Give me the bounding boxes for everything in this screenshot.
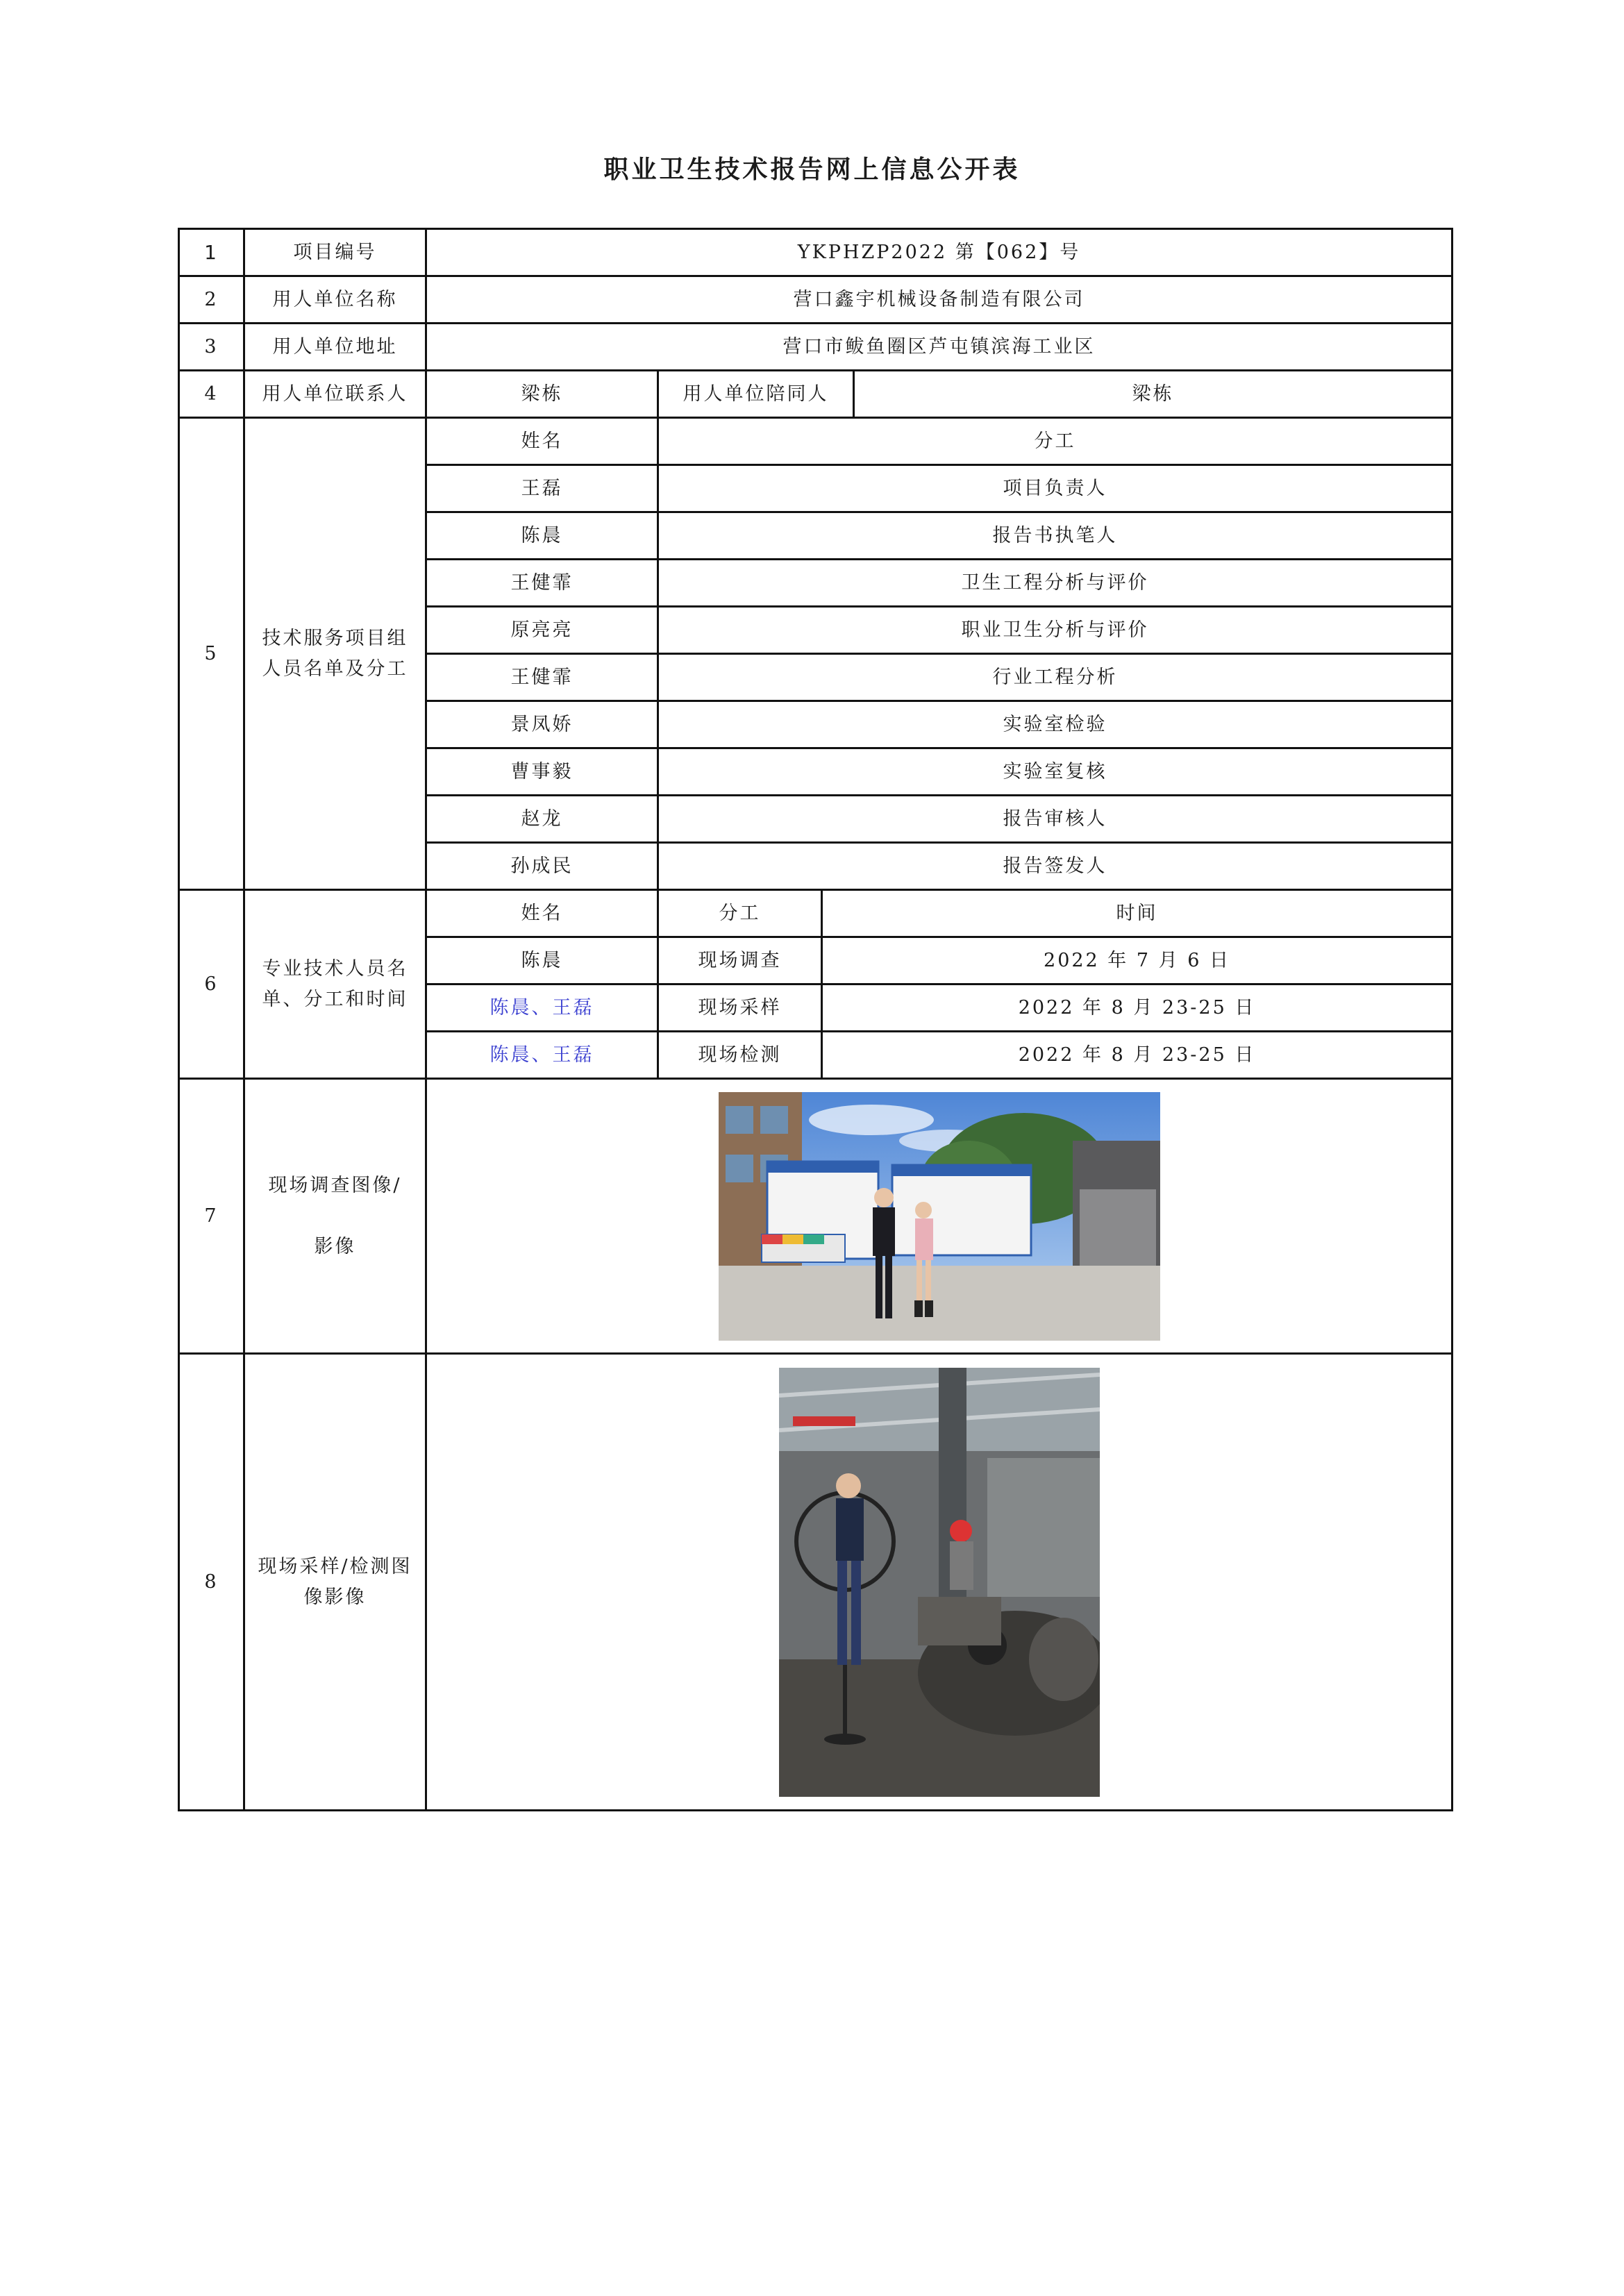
value-company-name: 营口鑫宇机械设备制造有限公司 bbox=[426, 276, 1453, 324]
staff-name: 陈晨 bbox=[426, 937, 658, 984]
sampling-photo-cell bbox=[426, 1354, 1453, 1811]
staff-time: 2022 年 8 月 23-25 日 bbox=[822, 1032, 1453, 1079]
value-project-number: YKPHZP2022 第【062】号 bbox=[426, 229, 1453, 276]
member-name: 陈晨 bbox=[426, 512, 658, 560]
member-role: 实验室检验 bbox=[658, 701, 1453, 748]
team-header-name: 姓名 bbox=[426, 418, 658, 465]
staff-header-role: 分工 bbox=[658, 890, 822, 937]
row-number: 5 bbox=[179, 418, 244, 890]
row-number: 1 bbox=[179, 229, 244, 276]
row-company-address bbox=[179, 324, 1453, 371]
member-name: 王健霏 bbox=[426, 560, 658, 607]
site-survey-photo bbox=[719, 1092, 1160, 1341]
label-survey-line2: 影像 bbox=[314, 1235, 356, 1257]
label-sampling-photo bbox=[244, 1354, 426, 1811]
staff-role: 现场检测 bbox=[658, 1032, 822, 1079]
member-role: 职业卫生分析与评价 bbox=[658, 607, 1453, 654]
label-project-number: 项目编号 bbox=[244, 229, 426, 276]
member-name: 王健霏 bbox=[426, 654, 658, 701]
value-company-address: 营口市鲅鱼圈区芦屯镇滨海工业区 bbox=[426, 324, 1453, 371]
row-survey-photo bbox=[179, 1079, 1453, 1354]
member-name: 景凤娇 bbox=[426, 701, 658, 748]
member-role: 项目负责人 bbox=[658, 465, 1453, 512]
member-name: 王磊 bbox=[426, 465, 658, 512]
member-name: 曹事毅 bbox=[426, 748, 658, 796]
staff-header-name: 姓名 bbox=[426, 890, 658, 937]
label-team bbox=[244, 418, 426, 890]
staff-header-row bbox=[179, 890, 1453, 937]
value-companion: 梁栋 bbox=[854, 371, 1453, 418]
row-number: 6 bbox=[179, 890, 244, 1079]
row-number: 8 bbox=[179, 1354, 244, 1811]
member-role: 报告书执笔人 bbox=[658, 512, 1453, 560]
label-companion: 用人单位陪同人 bbox=[658, 371, 854, 418]
staff-header-time: 时间 bbox=[822, 890, 1453, 937]
member-name: 原亮亮 bbox=[426, 607, 658, 654]
page-title: 职业卫生技术报告网上信息公开表 bbox=[603, 155, 1021, 184]
staff-name: 陈晨、王磊 bbox=[426, 984, 658, 1032]
staff-name: 陈晨、王磊 bbox=[426, 1032, 658, 1079]
disclosure-table bbox=[178, 228, 1453, 1811]
label-survey-line1: 现场调查图像/ bbox=[268, 1174, 402, 1196]
team-header-row bbox=[179, 418, 1453, 465]
row-number: 3 bbox=[179, 324, 244, 371]
label-staff bbox=[244, 890, 426, 1079]
label-company-name: 用人单位名称 bbox=[244, 276, 426, 324]
label-sampling-line2: 像影像 bbox=[303, 1586, 367, 1608]
label-survey-photo bbox=[244, 1079, 426, 1354]
row-sampling-photo bbox=[179, 1354, 1453, 1811]
value-contact: 梁栋 bbox=[426, 371, 658, 418]
staff-role: 现场调查 bbox=[658, 937, 822, 984]
label-team-line1: 技术服务项目组 bbox=[262, 627, 408, 649]
label-company-address: 用人单位地址 bbox=[244, 324, 426, 371]
row-number: 2 bbox=[179, 276, 244, 324]
label-staff-line1: 专业技术人员名 bbox=[262, 957, 408, 980]
member-role: 报告签发人 bbox=[658, 843, 1453, 890]
member-name: 赵龙 bbox=[426, 796, 658, 843]
staff-time: 2022 年 7 月 6 日 bbox=[822, 937, 1453, 984]
member-role: 卫生工程分析与评价 bbox=[658, 560, 1453, 607]
row-company-name bbox=[179, 276, 1453, 324]
label-team-line2: 人员名单及分工 bbox=[262, 657, 408, 680]
row-contact bbox=[179, 371, 1453, 418]
site-sampling-photo bbox=[779, 1368, 1100, 1797]
team-header-role: 分工 bbox=[658, 418, 1453, 465]
label-sampling-line1: 现场采样/检测图 bbox=[258, 1555, 412, 1577]
staff-time: 2022 年 8 月 23-25 日 bbox=[822, 984, 1453, 1032]
staff-role: 现场采样 bbox=[658, 984, 822, 1032]
row-number: 4 bbox=[179, 371, 244, 418]
row-number: 7 bbox=[179, 1079, 244, 1354]
label-contact: 用人单位联系人 bbox=[244, 371, 426, 418]
label-staff-line2: 单、分工和时间 bbox=[262, 988, 408, 1010]
survey-photo-cell bbox=[426, 1079, 1453, 1354]
member-name: 孙成民 bbox=[426, 843, 658, 890]
member-role: 实验室复核 bbox=[658, 748, 1453, 796]
member-role: 报告审核人 bbox=[658, 796, 1453, 843]
member-role: 行业工程分析 bbox=[658, 654, 1453, 701]
row-project-number bbox=[179, 229, 1453, 276]
